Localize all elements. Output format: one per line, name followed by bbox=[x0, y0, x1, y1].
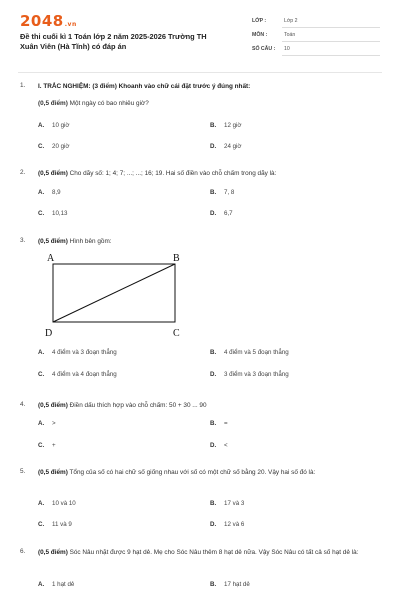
option-a[interactable] bbox=[38, 500, 76, 507]
option-text: 1 hạt dẻ bbox=[52, 581, 75, 588]
meta-subject-key: MÔN : bbox=[252, 32, 268, 38]
prompt: Điền dấu thích hợp vào chỗ chấm: 50 + 30 ... 90 bbox=[67, 402, 207, 409]
option-text: 24 giờ bbox=[224, 143, 242, 150]
option-b[interactable] bbox=[210, 189, 234, 196]
meta-class bbox=[252, 14, 380, 28]
question-number: 3. bbox=[20, 237, 26, 244]
option-text: 3 điểm và 3 đoạn thẳng bbox=[224, 371, 289, 378]
option-letter: B. bbox=[210, 122, 217, 129]
option-b[interactable] bbox=[210, 420, 228, 427]
meta-count bbox=[252, 42, 380, 56]
option-a[interactable] bbox=[38, 122, 69, 129]
option-text: 12 và 6 bbox=[224, 521, 245, 528]
section-heading: I. TRẮC NGHIỆM: (3 điểm) Khoanh vào chữ cái đặt trước ý đúng nhất: bbox=[38, 83, 251, 90]
option-text: 4 điểm và 5 đoạn thẳng bbox=[224, 349, 289, 356]
meta-subject bbox=[252, 28, 380, 42]
points: (0,5 điểm) bbox=[38, 170, 68, 177]
option-letter: A. bbox=[38, 420, 45, 427]
diagonal-db bbox=[53, 264, 175, 322]
option-text: 17 và 3 bbox=[224, 500, 245, 507]
point-label-b: B bbox=[173, 253, 180, 264]
option-letter: B. bbox=[210, 420, 217, 427]
meta-count-value: 10 bbox=[284, 46, 290, 52]
option-letter: D. bbox=[210, 143, 217, 150]
prompt: Tổng của số có hai chữ số giống nhau với số có một chữ số bằng 20. Vậy hai số đó là: bbox=[67, 469, 316, 476]
option-d[interactable] bbox=[210, 371, 289, 378]
option-d[interactable] bbox=[210, 442, 228, 449]
option-text: 11 và 9 bbox=[52, 521, 72, 528]
option-b[interactable] bbox=[210, 122, 241, 129]
points: (0,5 điểm) bbox=[38, 549, 68, 556]
option-c[interactable] bbox=[38, 210, 67, 217]
option-text: = bbox=[224, 420, 228, 427]
option-letter: C. bbox=[38, 521, 45, 528]
option-b[interactable] bbox=[210, 349, 289, 356]
rectangle-figure bbox=[42, 252, 192, 342]
option-text: + bbox=[52, 442, 56, 449]
option-letter: D. bbox=[210, 442, 217, 449]
meta-count-key: SỐ CÂU : bbox=[252, 46, 276, 52]
option-a[interactable] bbox=[38, 420, 56, 427]
points: (0,5 điểm) bbox=[38, 469, 68, 476]
document-title: Đề thi cuối kì 1 Toán lớp 2 năm 2025-2026 Trường TH Xuân Viên (Hà Tĩnh) có đáp án bbox=[20, 32, 207, 51]
option-text: 7, 8 bbox=[224, 189, 235, 196]
option-b[interactable] bbox=[210, 581, 250, 588]
option-text: 10 giờ bbox=[52, 122, 70, 129]
question-subtext bbox=[38, 100, 149, 107]
points: (0,5 điểm) bbox=[38, 238, 68, 245]
question-text bbox=[38, 548, 380, 558]
option-a[interactable] bbox=[38, 349, 117, 356]
logo-main: 2048 bbox=[20, 12, 64, 30]
option-text: 6,7 bbox=[224, 210, 233, 217]
option-letter: D. bbox=[210, 371, 217, 378]
point-label-a: A bbox=[47, 253, 55, 264]
option-letter: B. bbox=[210, 581, 217, 588]
meta-divider bbox=[282, 55, 380, 56]
logo-suffix: .vn bbox=[64, 21, 77, 28]
meta-class-key: LỚP : bbox=[252, 18, 267, 24]
option-letter: A. bbox=[38, 500, 45, 507]
option-letter: D. bbox=[210, 521, 217, 528]
option-letter: A. bbox=[38, 349, 45, 356]
points: (0,5 điểm) bbox=[38, 402, 68, 409]
question-number: 5. bbox=[20, 468, 26, 475]
prompt: Sóc Nâu nhặt được 9 hạt dẻ. Mẹ cho Sóc Nâu thêm 8 hạt dẻ nữa. Vậy Sóc Nâu có tất cả số hạt dẻ là: bbox=[67, 549, 359, 556]
question-number: 1. bbox=[20, 82, 26, 89]
question-number: 6. bbox=[20, 548, 26, 555]
question-text bbox=[38, 401, 380, 411]
points: (0,5 điểm) bbox=[38, 100, 68, 107]
option-text: 8,9 bbox=[52, 189, 61, 196]
option-letter: C. bbox=[38, 143, 45, 150]
option-c[interactable] bbox=[38, 521, 72, 528]
question-text bbox=[38, 468, 380, 478]
question-text bbox=[38, 169, 380, 179]
option-text: 12 giờ bbox=[224, 122, 242, 129]
question-text bbox=[38, 237, 380, 247]
point-label-c: C bbox=[173, 328, 180, 339]
option-text: 17 hạt dẻ bbox=[224, 581, 250, 588]
option-letter: B. bbox=[210, 500, 217, 507]
question-number: 4. bbox=[20, 401, 26, 408]
option-letter: A. bbox=[38, 581, 45, 588]
option-c[interactable] bbox=[38, 442, 56, 449]
option-c[interactable] bbox=[38, 371, 117, 378]
option-text: 10 và 10 bbox=[52, 500, 76, 507]
option-letter: A. bbox=[38, 189, 45, 196]
option-letter: C. bbox=[38, 371, 45, 378]
prompt: Một ngày có bao nhiêu giờ? bbox=[67, 100, 149, 107]
option-letter: C. bbox=[38, 442, 45, 449]
option-d[interactable] bbox=[210, 143, 241, 150]
option-letter: D. bbox=[210, 210, 217, 217]
meta-subject-value: Toán bbox=[284, 32, 296, 38]
site-logo[interactable] bbox=[20, 12, 77, 30]
option-letter: A. bbox=[38, 122, 45, 129]
option-text: 4 điểm và 4 đoạn thẳng bbox=[52, 371, 117, 378]
question-number: 2. bbox=[20, 169, 26, 176]
option-d[interactable] bbox=[210, 521, 244, 528]
option-c[interactable] bbox=[38, 143, 69, 150]
option-text: 4 điểm và 3 đoạn thẳng bbox=[52, 349, 117, 356]
option-text: 10,13 bbox=[52, 210, 68, 217]
option-text: 20 giờ bbox=[52, 143, 70, 150]
option-text: > bbox=[52, 420, 56, 427]
option-a[interactable] bbox=[38, 581, 74, 588]
option-a[interactable] bbox=[38, 189, 61, 196]
option-b[interactable] bbox=[210, 500, 244, 507]
question-text bbox=[38, 82, 380, 92]
option-d[interactable] bbox=[210, 210, 233, 217]
option-letter: C. bbox=[38, 210, 45, 217]
option-text: < bbox=[224, 442, 228, 449]
prompt: Cho dãy số: 1; 4; 7; ...; ...; 16; 19. Hai số điền vào chỗ chấm trong dãy là: bbox=[67, 170, 277, 177]
point-label-d: D bbox=[45, 328, 53, 339]
option-letter: B. bbox=[210, 189, 217, 196]
prompt: Hình bên gồm: bbox=[67, 238, 112, 245]
header-divider bbox=[18, 72, 382, 73]
meta-class-value: Lớp 2 bbox=[284, 18, 298, 24]
option-letter: B. bbox=[210, 349, 217, 356]
